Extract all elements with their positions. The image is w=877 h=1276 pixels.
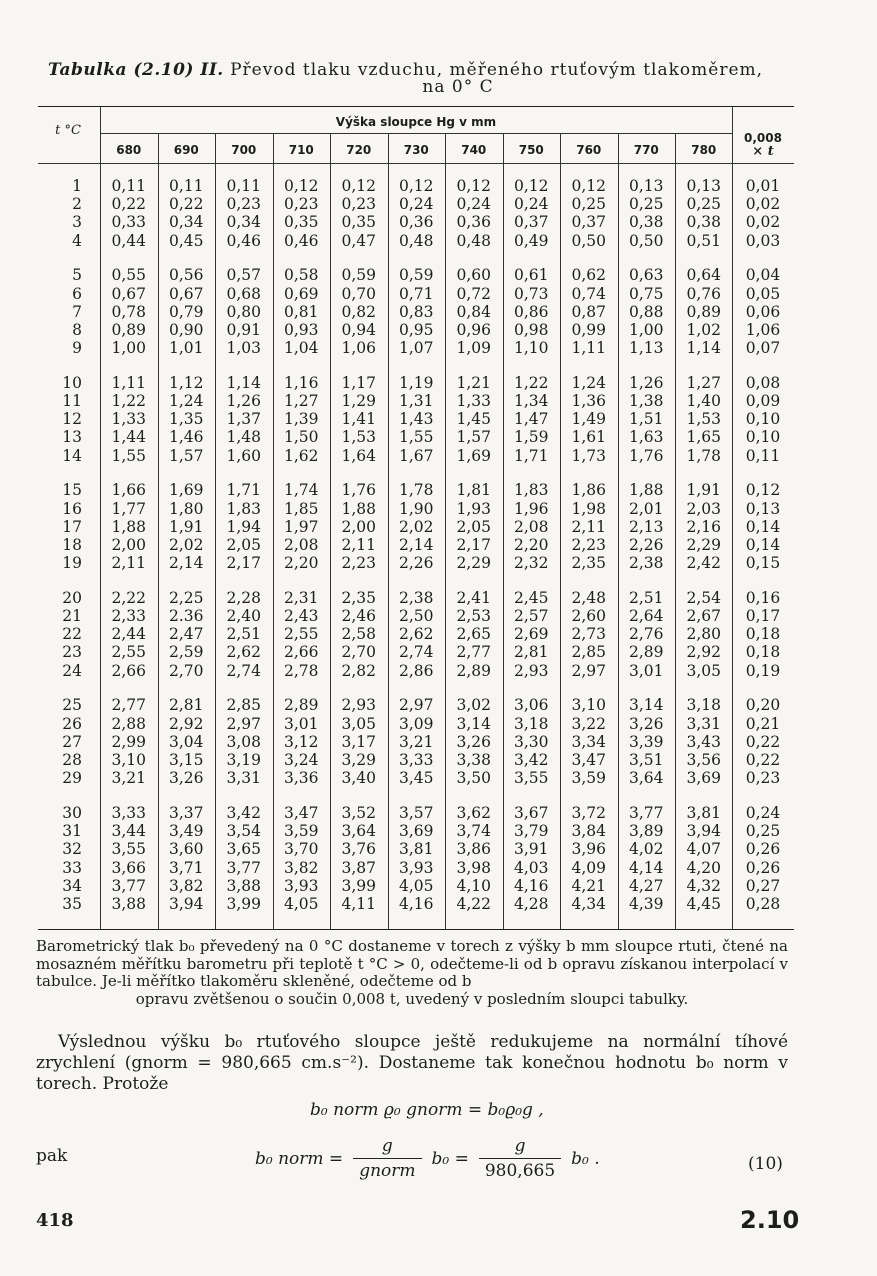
row-block: 3,81 3,94 4,07 4,20 4,32 4,45 (686, 803, 721, 913)
row-block: 2,28 2,40 2,51 2,62 2,74 (226, 588, 261, 680)
column-header: 680 (116, 143, 142, 157)
correction-header-t: × t (752, 144, 774, 159)
column-divider (560, 133, 561, 929)
row-block: 1,21 1,33 1,45 1,57 1,69 (456, 373, 491, 465)
equation-1: b₀ norm ϱ₀ gnorm = b₀ϱ₀g , (310, 1100, 544, 1120)
row-block: 0,11 0,22 0,33 0,44 (111, 177, 146, 250)
page-number: 418 (36, 1210, 74, 1231)
row-block: 2,89 3,01 3,12 3,24 3,36 (283, 696, 319, 788)
value-column (158, 177, 216, 913)
eq2-rhs: b₀ . (571, 1148, 600, 1169)
row-block: 0,08 0,09 0,10 0,10 0,11 (745, 373, 781, 465)
row-block: 1 2 3 4 (72, 177, 82, 250)
row-block: 0,62 0,74 0,87 0,99 1,11 (571, 266, 606, 358)
row-block: 3,67 3,79 3,91 4,03 4,16 4,28 (513, 803, 549, 913)
row-block: 1,16 1,27 1,39 1,50 1,62 (283, 373, 319, 465)
row-block: 2,45 2,57 2,69 2,81 2,93 (513, 588, 549, 680)
row-block: 1,24 1,36 1,49 1,61 1,73 (571, 373, 606, 465)
row-block: 0,12 0,23 0,35 0,47 (341, 177, 376, 250)
group-header: Výška sloupce Hg v mm (335, 115, 497, 129)
row-block: 1,81 1,93 2,05 2,17 2,29 (456, 481, 491, 573)
row-block: 0,16 0,17 0,18 0,18 0,19 (745, 588, 781, 680)
row-block: 1,22 1,34 1,47 1,59 1,71 (513, 373, 549, 465)
row-block: 0,57 0,68 0,80 0,91 1,03 (226, 266, 261, 358)
row-block: 25 26 27 28 29 (62, 696, 82, 788)
row-block: 1,66 1,77 1,88 2,00 2,11 (111, 481, 146, 573)
column-divider (388, 133, 389, 929)
column-divider (215, 133, 216, 929)
row-block: 1,88 2,01 2,13 2,26 2,38 (628, 481, 664, 573)
row-block: 0,59 0,71 0,83 0,95 1,07 (398, 266, 434, 358)
column-divider (158, 133, 159, 929)
row-block: 0,11 0,23 0,34 0,46 (226, 177, 261, 250)
row-block: 3,62 3,74 3,86 3,98 4,10 4,22 (456, 803, 491, 913)
column-divider (618, 133, 619, 929)
value-column (503, 177, 561, 913)
row-block: 1,19 1,31 1,43 1,55 1,67 (398, 373, 434, 465)
column-divider (675, 133, 676, 929)
row-block: 1,71 1,83 1,94 2,05 2,17 (226, 481, 261, 573)
row-block: 0,13 0,25 0,38 0,51 (686, 177, 721, 250)
column-header: 780 (691, 143, 717, 157)
row-block: 2,77 2,88 2,99 3,10 3,21 (111, 696, 146, 788)
eq2-frac1-num: g (381, 1136, 393, 1156)
equation-2 (255, 1136, 600, 1181)
row-block: 0,01 0,02 0,02 0,03 (745, 177, 781, 250)
row-block: 0,58 0,69 0,81 0,93 1,04 (283, 266, 319, 358)
value-column (100, 177, 158, 913)
column-header: 730 (403, 143, 429, 157)
row-block: 15 16 17 18 19 (62, 481, 82, 573)
row-block: 2,51 2,64 2,76 2,89 3,01 (628, 588, 664, 680)
group-header-rule (100, 133, 732, 134)
value-column (273, 177, 331, 913)
row-block: 0,04 0,05 0,06 1,06 0,07 (745, 266, 781, 358)
row-block: 0,12 0,24 0,36 0,48 (398, 177, 434, 250)
eq2-frac2-den: 980,665 (479, 1158, 561, 1181)
row-block: 3,10 3,22 3,34 3,47 3,59 (571, 696, 606, 788)
row-block: 0,13 0,25 0,38 0,50 (628, 177, 664, 250)
row-block: 1,17 1,29 1,41 1,53 1,64 (341, 373, 376, 465)
correction-header-factor: 0,008 (744, 131, 782, 145)
row-block: 0,12 0,24 0,37 0,49 (513, 177, 549, 250)
section-number: 2.10 (740, 1206, 800, 1234)
column-header: 690 (173, 143, 199, 157)
value-column (618, 177, 676, 913)
column-header: 740 (461, 143, 487, 157)
caption-subtitle: na 0° C (422, 77, 494, 97)
row-block: 0,12 0,13 0,14 0,14 0,15 (745, 481, 781, 573)
row-block: 0,60 0,72 0,84 0,96 1,09 (456, 266, 491, 358)
column-header: 720 (346, 143, 372, 157)
row-block: 3,72 3,84 3,96 4,09 4,21 4,34 (571, 803, 606, 913)
value-column (560, 177, 618, 913)
row-block: 1,74 1,85 1,97 2,08 2,20 (283, 481, 319, 573)
row-block: 0,59 0,70 0,82 0,94 1,06 (341, 266, 376, 358)
row-block: 0,56 0,67 0,79 0,90 1,01 (168, 266, 204, 358)
row-block: 1,76 1,88 2,00 2,11 2,23 (341, 481, 376, 573)
row-block: 0,24 0,25 0,26 0,26 0,27 0,28 (745, 803, 781, 913)
row-block: 0,64 0,76 0,89 1,02 1,14 (686, 266, 721, 358)
row-block: 2,93 3,05 3,17 3,29 3,40 (341, 696, 376, 788)
column-divider (273, 133, 274, 929)
column-divider (330, 133, 331, 929)
row-block: 3,18 3,31 3,43 3,56 3,69 (686, 696, 721, 788)
row-block: 3,57 3,69 3,81 3,93 4,05 4,16 (398, 803, 434, 913)
row-block: 1,26 1,38 1,51 1,63 1,76 (628, 373, 664, 465)
column-header: 770 (633, 143, 659, 157)
row-block: 0,12 0,23 0,35 0,46 (283, 177, 319, 250)
column-divider (503, 133, 504, 929)
caption-title: Převod tlaku vzduchu, měřeného rtuťovým tlakoměrem, (230, 60, 764, 80)
row-block: 0,63 0,75 0,88 1,00 1,13 (628, 266, 664, 358)
row-block: 0,61 0,73 0,86 0,98 1,10 (513, 266, 549, 358)
correction-column (732, 177, 794, 913)
row-block: 2,97 3,09 3,21 3,33 3,45 (398, 696, 434, 788)
paragraph-text: Výslednou výšku b₀ rtuťového sloupce ještě redukujeme na normální tíhové zrychlení (gnorm = 980,665 cm.s⁻²). Dostaneme tak konečnou hodnotu b₀ norm v torech. Protože (36, 1032, 788, 1094)
row-block: 3,14 3,26 3,39 3,51 3,64 (628, 696, 664, 788)
row-block: 0,20 0,21 0,22 0,22 0,23 (745, 696, 781, 788)
equation-number: (10) (748, 1154, 783, 1174)
row-block: 20 21 22 23 24 (62, 588, 82, 680)
eq2-fraction-2 (479, 1136, 561, 1181)
row-block: 3,02 3,14 3,26 3,38 3,50 (456, 696, 491, 788)
eq2-frac2-num: g (514, 1136, 526, 1156)
row-block: 1,83 1,96 2,08 2,20 2,32 (513, 481, 549, 573)
paragraph (36, 1032, 788, 1095)
row-block: 3,33 3,44 3,55 3,66 3,77 3,88 (111, 803, 146, 913)
row-block: 1,86 1,98 2,11 2,23 2,35 (571, 481, 606, 573)
row-header: t °C (55, 123, 81, 138)
eq2-lhs: b₀ norm = (255, 1148, 344, 1169)
row-block: 1,11 1,22 1,33 1,44 1,55 (111, 373, 146, 465)
pak-word: pak (36, 1146, 68, 1166)
row-block: 2,31 2,43 2,55 2,66 2,78 (283, 588, 319, 680)
row-block: 2,41 2,53 2,65 2,77 2,89 (456, 588, 491, 680)
row-block: 2,35 2,46 2,58 2,70 2,82 (341, 588, 376, 680)
column-header: 760 (576, 143, 602, 157)
row-block: 2,25 2.36 2,47 2,59 2,70 (168, 588, 204, 680)
column-divider (445, 133, 446, 929)
row-block: 0,11 0,22 0,34 0,45 (168, 177, 204, 250)
row-block: 3,47 3,59 3,70 3,82 3,93 4,05 (283, 803, 319, 913)
column-header: 710 (288, 143, 314, 157)
correction-divider (732, 107, 733, 929)
row-block: 1,27 1,40 1,53 1,65 1,78 (686, 373, 721, 465)
column-header: 700 (231, 143, 257, 157)
row-block: 2,22 2,33 2,44 2,55 2,66 (111, 588, 146, 680)
row-block: 2,85 2,97 3,08 3,19 3,31 (226, 696, 261, 788)
conversion-table (38, 106, 794, 930)
value-column (215, 177, 273, 913)
row-block: 1,91 2,03 2,16 2,29 2,42 (686, 481, 721, 573)
row-block: 3,37 3,49 3,60 3,71 3,82 3,94 (168, 803, 204, 913)
temperature-column (38, 177, 82, 913)
column-header: 750 (518, 143, 544, 157)
row-block: 2,48 2,60 2,73 2,85 2,97 (571, 588, 606, 680)
row-block: 5 6 7 8 9 (72, 266, 82, 358)
row-block: 3,42 3,54 3,65 3,77 3,88 3,99 (226, 803, 261, 913)
row-block: 10 11 12 13 14 (62, 373, 82, 465)
eq2-frac1-den: gnorm (353, 1158, 421, 1181)
value-column (445, 177, 503, 913)
table-caption (48, 62, 808, 96)
row-block: 0,55 0,67 0,78 0,89 1,00 (111, 266, 146, 358)
note-body: Barometrický tlak b₀ převedený na 0 °C dostaneme v torech z výšky b mm sloupce rtuti, čtené na mosazném měřítku barometru při teplotě t °C > 0, odečteme-li od b opravu získanou interpolací v tabulce. Je-li měřítko tlakoměru skleněné, odečteme od b (36, 937, 788, 990)
row-block: 2,81 2,92 3,04 3,15 3,26 (168, 696, 204, 788)
value-column (330, 177, 388, 913)
row-block: 1,69 1,80 1,91 2,02 2,14 (168, 481, 204, 573)
table-note (36, 938, 788, 1008)
row-block: 3,52 3,64 3,76 3,87 3,99 4,11 (341, 803, 376, 913)
row-block: 1,78 1,90 2,02 2,14 2,26 (398, 481, 434, 573)
value-column (388, 177, 446, 913)
row-block: 30 31 32 33 34 35 (62, 803, 82, 913)
note-last-line: opravu zvětšenou o součin 0,008 t, uvedený v posledním sloupci tabulky. (135, 989, 689, 1008)
eq2-mid: b₀ = (431, 1148, 469, 1169)
row-block: 0,12 0,25 0,37 0,50 (571, 177, 606, 250)
row-block: 3,77 3,89 4,02 4,14 4,27 4,39 (628, 803, 664, 913)
row-label-divider (100, 107, 101, 929)
eq2-fraction-1 (353, 1136, 421, 1181)
row-block: 1,14 1,26 1,37 1,48 1,60 (226, 373, 261, 465)
row-block: 1,12 1,24 1,35 1,46 1,57 (168, 373, 204, 465)
row-block: 2,54 2,67 2,80 2,92 3,05 (686, 588, 721, 680)
row-block: 2,38 2,50 2,62 2,74 2,86 (398, 588, 434, 680)
row-block: 0,12 0,24 0,36 0,48 (456, 177, 491, 250)
row-block: 3,06 3,18 3,30 3,42 3,55 (513, 696, 549, 788)
caption-label: Tabulka (2.10) II. (48, 60, 224, 80)
header-bottom-rule (38, 163, 794, 164)
value-column (675, 177, 733, 913)
